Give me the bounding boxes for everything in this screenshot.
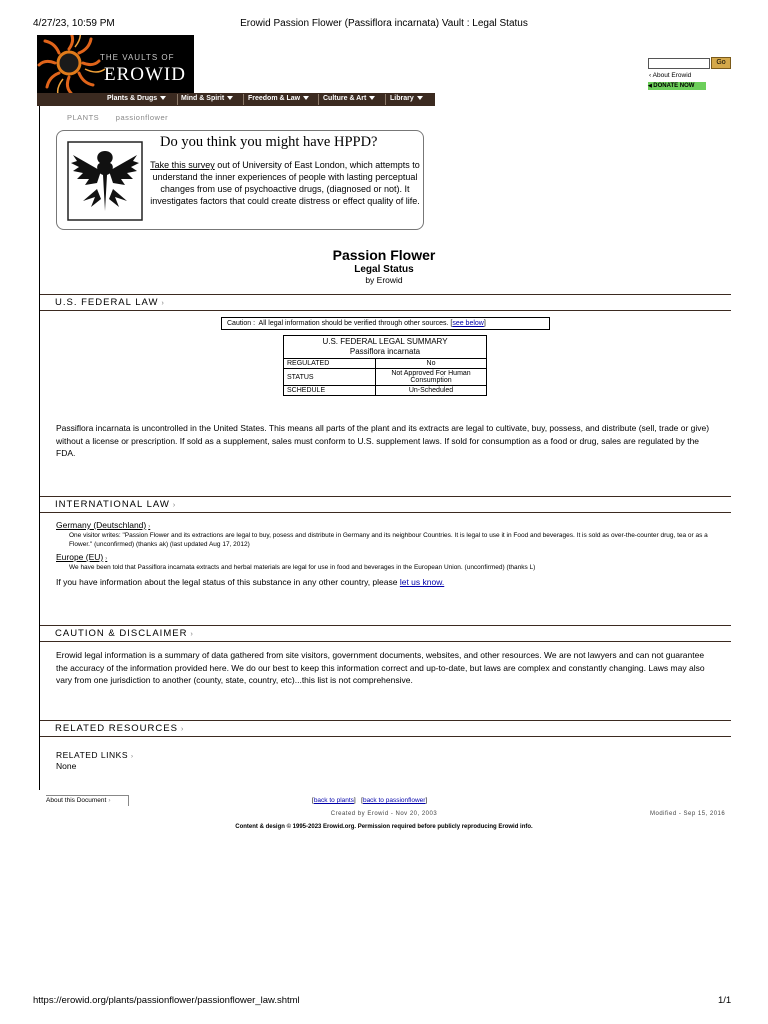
nav-plants-drugs[interactable]: Plants & Drugs	[107, 95, 166, 102]
disclaimer-paragraph: Erowid legal information is a summary of data gathered from site visitors, government documents, websites, and other resources. We are not lawyers and can not guarantee the accuracy of the information provided here. We do our best to keep this information correct and up-to-date, but laws are complex and constantly changing. Laws may also vary from one jurisdiction to another (county, state, country, etc)...this list is not comprehensive.	[56, 650, 705, 685]
print-datetime: 4/27/23, 10:59 PM	[33, 18, 115, 29]
breadcrumb-passionflower[interactable]: passionflower	[115, 113, 169, 122]
back-to-plants-link[interactable]: back to plants	[313, 797, 354, 804]
us-law-paragraph: Passiflora incarnata is uncontrolled in the United States. This means all parts of the plant and its extracts are legal to cultivate, buy, possess, and distribute (sell, trade or give) without a license or prescription. If sold as a supplement, sales must conform to U.S. supplement laws. If sold for consumption as a food or drug, sales are regulated by the FDA.	[56, 423, 710, 458]
phoenix-emblem-icon	[67, 141, 143, 221]
print-page-title: Erowid Passion Flower (Passiflora incarnata) Vault : Legal Status	[240, 18, 528, 29]
germany-text: One visitor writes: "Passion Flower and its extractions are legal to buy, posess and distribute in Germany and its neighbour Countries. It is legal to use it in Food and beverages. It is sold as over-the-counter drug, tea or as a Flower." (unconfirmed) (thanks ak) (last updated Aug 17, 2012)	[69, 532, 708, 548]
dropdown-arrow-icon	[160, 96, 166, 100]
document-subtitle: Legal Status	[354, 264, 414, 275]
dropdown-arrow-icon	[417, 96, 423, 100]
play-arrow-icon: ◀	[648, 83, 654, 89]
dropdown-arrow-icon	[369, 96, 375, 100]
caution-label: Caution :	[227, 320, 256, 327]
europe-text: We have been told that Passiflora incarnata extracts and herbal materials are legal for use in food and beverages in the European Union. (unconfirmed) (thanks L)	[69, 564, 536, 571]
related-links-heading: RELATED LINKS ›	[56, 750, 134, 760]
table-row: SCHEDULE Un-Scheduled	[284, 386, 487, 396]
search-input[interactable]	[648, 58, 710, 69]
print-url: https://erowid.org/plants/passionflower/passionflower_law.shtml	[33, 995, 300, 1006]
dropdown-arrow-icon	[303, 96, 309, 100]
back-arrow-icon: ‹	[649, 72, 653, 79]
section-title: INTERNATIONAL LAW	[55, 499, 170, 510]
summary-header: U.S. FEDERAL LEGAL SUMMARY Passiflora incarnata	[284, 336, 487, 359]
chevron-right-icon: ›	[161, 300, 164, 307]
hppd-survey-link[interactable]: Take this survey	[150, 160, 215, 170]
chevron-right-icon: ›	[148, 524, 151, 530]
document-byline: by Erowid	[365, 275, 403, 285]
let-us-know-link[interactable]: let us know.	[399, 577, 445, 587]
about-document-tab[interactable]: About this Document ›	[46, 795, 129, 806]
modified-info: Modified - Sep 15, 2016	[650, 811, 726, 817]
related-links-value: None	[56, 761, 77, 771]
copyright-notice: Content & design © 1995-2023 Erowid.org. Permission required before publicly reproducing Erowid info.	[235, 824, 533, 830]
nav-divider	[177, 94, 178, 105]
main-nav	[37, 93, 435, 106]
europe-heading[interactable]: Europe (EU) ›	[56, 552, 108, 562]
nav-mind-spirit[interactable]: Mind & Spirit	[181, 95, 233, 102]
chevron-right-icon: ›	[108, 797, 111, 804]
section-title: U.S. FEDERAL LAW	[55, 297, 159, 308]
section-us-federal-law	[40, 294, 731, 311]
back-links: [back to plants] [back to passionflower]	[312, 797, 428, 804]
other-country-text: If you have information about the legal status of this substance in any other country, please let us know.	[56, 577, 445, 587]
back-to-passionflower-link[interactable]: back to passionflower	[362, 797, 426, 804]
section-title: CAUTION & DISCLAIMER	[55, 628, 188, 639]
chevron-right-icon: ›	[180, 726, 184, 733]
nav-freedom-law[interactable]: Freedom & Law	[248, 95, 309, 102]
caution-text: All legal information should be verified through other sources.	[258, 320, 449, 327]
table-row: REGULATED No	[284, 359, 487, 369]
nav-divider	[318, 94, 319, 105]
chevron-right-icon: ›	[105, 556, 108, 562]
see-below-link[interactable]: see below	[452, 320, 484, 327]
nav-divider	[385, 94, 386, 105]
chevron-right-icon: ›	[190, 631, 193, 638]
germany-heading[interactable]: Germany (Deutschland) ›	[56, 520, 151, 530]
section-international-law	[40, 496, 731, 513]
document-title: Passion Flower	[332, 247, 436, 263]
hppd-title: Do you think you might have HPPD?	[160, 134, 378, 150]
dropdown-arrow-icon	[227, 96, 233, 100]
section-caution-disclaimer	[40, 625, 731, 642]
chevron-right-icon: ›	[131, 754, 134, 760]
chevron-right-icon: ›	[172, 502, 176, 509]
about-erowid-link[interactable]: ‹ About Erowid	[649, 72, 692, 79]
legal-summary-table	[283, 335, 487, 396]
table-row: STATUS Not Approved For Human Consumption	[284, 369, 487, 386]
search-go-button[interactable]: Go	[711, 57, 731, 69]
nav-library[interactable]: Library	[390, 95, 423, 102]
created-info: Created by Erowid - Nov 20, 2003	[330, 811, 438, 817]
caution-note: Caution : All legal information should be verified through other sources. [see below]	[221, 317, 550, 330]
breadcrumb-plants[interactable]: PLANTS	[67, 113, 100, 122]
logo-subtitle: THE VAULTS OF	[100, 53, 175, 62]
print-page-number: 1/1	[718, 995, 732, 1006]
nav-culture-art[interactable]: Culture & Art	[323, 95, 375, 102]
nav-divider	[243, 94, 244, 105]
hppd-body: Take this survey out of University of East London, which attempts to understand the inner experiences of people with lasting perceptual changes from use of psychoactive drugs, (diagnosed or not). It investigates factors that could create distress or effect quality of life.	[150, 160, 420, 206]
breadcrumb	[67, 113, 168, 122]
donate-button[interactable]: ◀ DONATE NOW	[648, 82, 706, 90]
logo-title: EROWID	[104, 64, 186, 85]
section-title: RELATED RESOURCES	[55, 723, 178, 734]
section-related-resources	[40, 720, 731, 737]
